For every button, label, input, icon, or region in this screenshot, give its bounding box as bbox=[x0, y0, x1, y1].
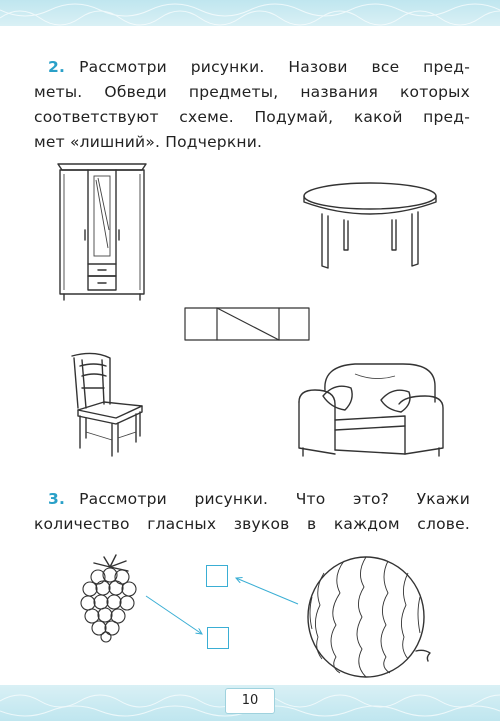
sofa-icon[interactable] bbox=[295, 360, 447, 462]
task-2-line-4: мет «лишний». Подчеркни. bbox=[34, 133, 263, 151]
watermelon-icon[interactable] bbox=[304, 553, 434, 681]
raspberry-icon[interactable] bbox=[76, 553, 146, 643]
table-icon[interactable] bbox=[300, 180, 442, 280]
task-2-line-2: меты. Обведи предметы, названия которых bbox=[34, 83, 470, 101]
task-3-line-1: Рассмотри рисунки. Что это? Укажи bbox=[79, 490, 470, 508]
answer-box-bottom[interactable] bbox=[207, 627, 229, 649]
task-3-number: 3. bbox=[48, 490, 66, 508]
page-number: 10 bbox=[225, 688, 275, 714]
top-decorative-band bbox=[0, 0, 500, 26]
task-3-line-2: количество гласных звуков в каждом слове. bbox=[34, 515, 470, 533]
task-2-number: 2. bbox=[48, 58, 66, 76]
answer-box-top[interactable] bbox=[206, 565, 228, 587]
task-2-line-3: соответствуют схеме. Подумай, какой пред- bbox=[34, 108, 470, 126]
chair-icon[interactable] bbox=[64, 352, 148, 460]
wardrobe-icon[interactable] bbox=[52, 160, 152, 302]
word-scheme bbox=[183, 306, 311, 342]
task-2-text bbox=[34, 55, 470, 155]
task-3-text bbox=[34, 487, 470, 537]
task-2-line-1: Рассмотри рисунки. Назови все пред- bbox=[79, 58, 470, 76]
